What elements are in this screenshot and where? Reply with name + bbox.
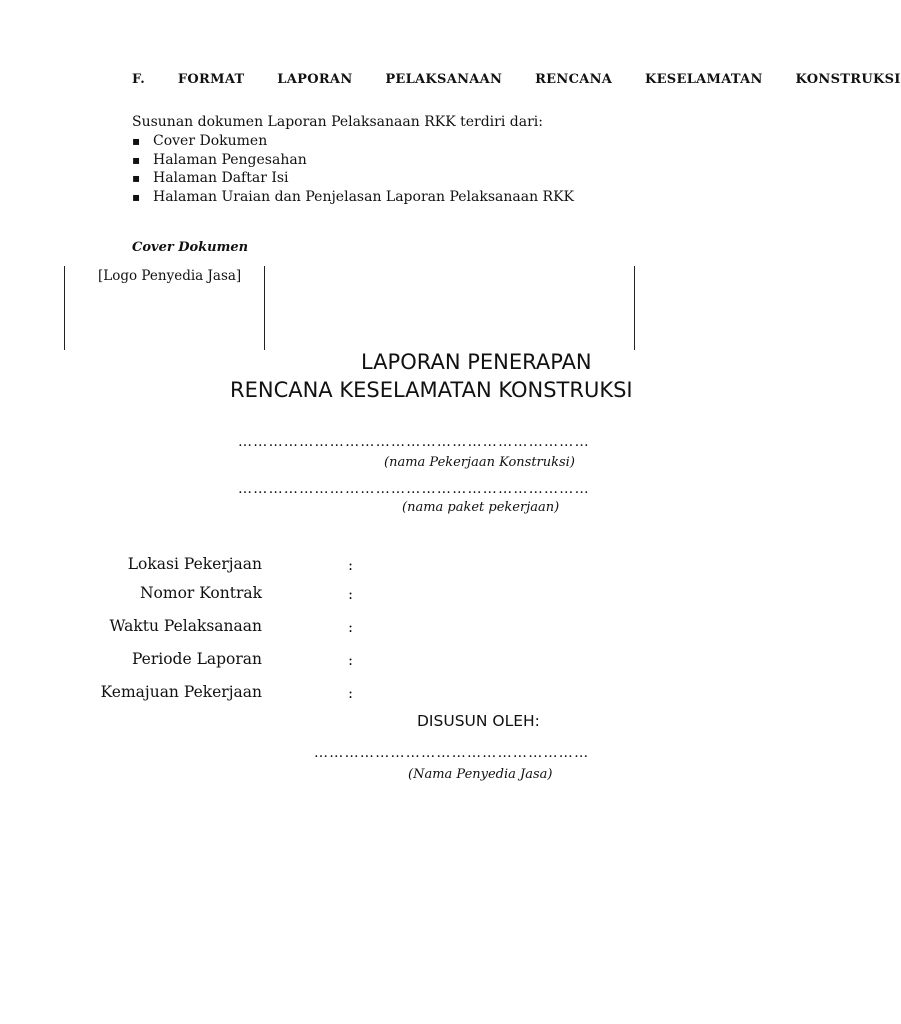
list-item: ▪ Halaman Pengesahan (132, 151, 574, 170)
logo-placeholder: [Logo Penyedia Jasa] (98, 268, 242, 284)
field-colon: : (348, 651, 354, 669)
list-item: ▪ Halaman Uraian dan Penjelasan Laporan Pelaksanaan RKK (132, 188, 574, 207)
report-title-line-1: LAPORAN PENERAPAN (361, 350, 592, 374)
field-colon: : (348, 556, 354, 574)
section-heading: F. FORMAT LAPORAN PELAKSANAAN RENCANA KESELAMATAN KONSTRUKSI (132, 72, 901, 87)
field-label-nomor-kontrak: Nomor Kontrak (139, 584, 262, 602)
field-colon: : (348, 618, 354, 636)
list-item: ▪ Cover Dokumen (132, 132, 574, 151)
disusun-oleh-label: DISUSUN OLEH: (417, 712, 540, 730)
fill-line-penyedia: ……………………………………………… (314, 745, 590, 761)
field-label-lokasi: Lokasi Pekerjaan (127, 555, 262, 573)
document-structure-list (132, 132, 574, 206)
field-label-waktu: Waktu Pelaksanaan (109, 617, 262, 635)
report-title-line-2: RENCANA KESELAMATAN KONSTRUKSI (230, 378, 633, 402)
cover-subheading: Cover Dokumen (132, 240, 249, 255)
field-label-periode: Periode Laporan (131, 650, 262, 668)
fill-line-paket: …………………………………………………………… (238, 481, 590, 497)
field-label-kemajuan: Kemajuan Pekerjaan (100, 683, 262, 701)
caption-penyedia: (Nama Penyedia Jasa) (408, 767, 553, 782)
fill-line-pekerjaan: …………………………………………………………… (238, 434, 590, 450)
logo-box (64, 266, 265, 350)
list-item: ▪ Halaman Daftar Isi (132, 169, 574, 188)
box-right-border (634, 266, 635, 350)
intro-text: Susunan dokumen Laporan Pelaksanaan RKK terdiri dari: (132, 114, 543, 130)
caption-pekerjaan: (nama Pekerjaan Konstruksi) (384, 455, 575, 470)
caption-paket: (nama paket pekerjaan) (402, 500, 560, 515)
field-colon: : (348, 585, 354, 603)
field-colon: : (348, 684, 354, 702)
